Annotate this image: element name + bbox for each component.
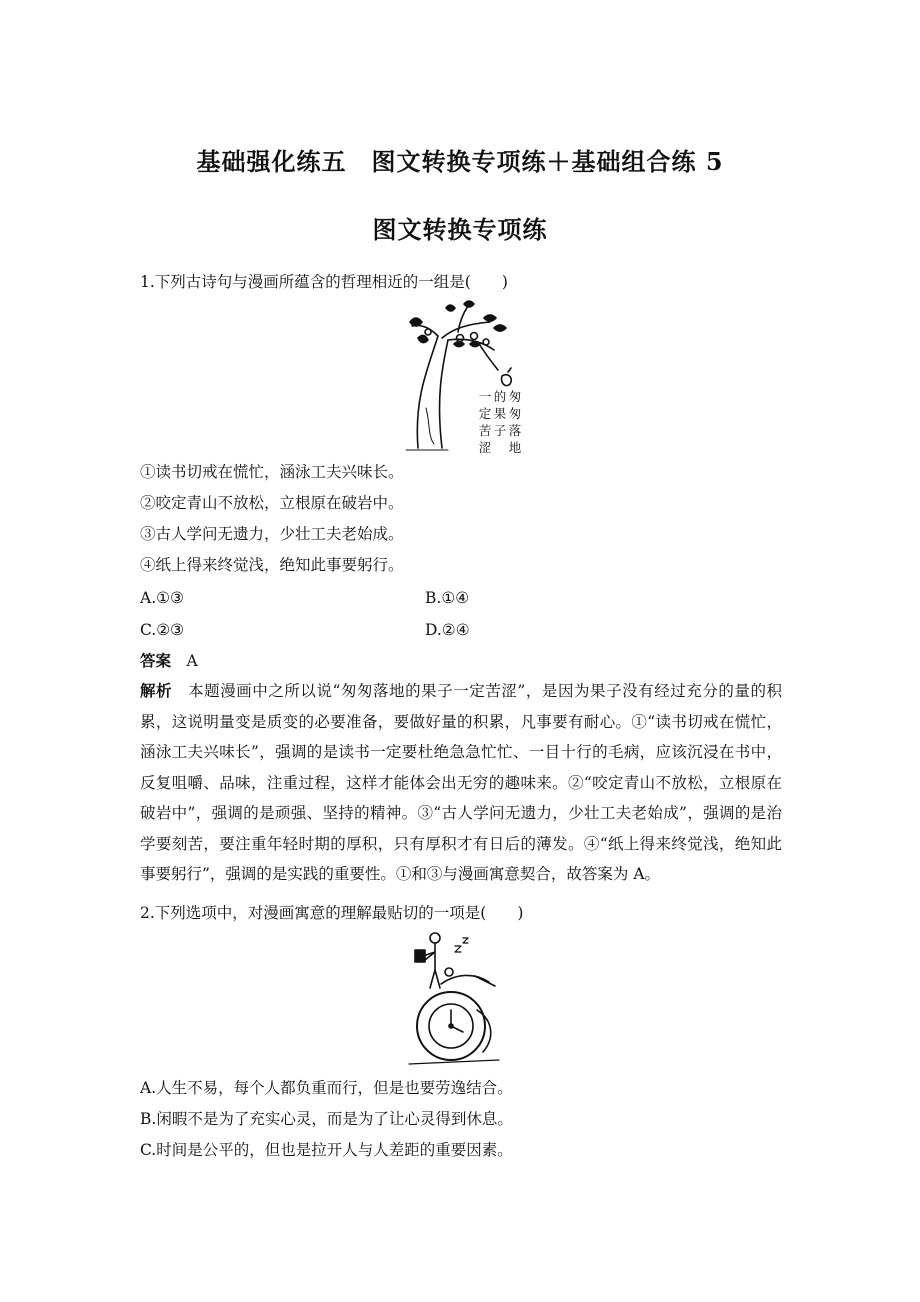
q2-option-c: C.时间是公平的，但也是拉开人与人差距的重要因素。 (140, 1141, 513, 1159)
q1-item-4: ④纸上得来终觉浅，绝知此事要躬行。 (140, 556, 404, 574)
caption-column-2: 的果子 (493, 389, 507, 438)
answer-value: A (186, 652, 198, 670)
question-1-stem: 1.下列古诗句与漫画所蕴含的哲理相近的一组是( ) (140, 273, 508, 291)
section-title: 图文转换专项练 (372, 215, 548, 244)
q1-item-3: ③古人学问无遗力，少壮工夫老始成。 (140, 525, 404, 543)
caption-column-1: 匆匆落地 (508, 389, 522, 455)
caption-column-3: 一定苦涩 (478, 389, 492, 455)
q1-option-b: B.①④ (425, 589, 470, 607)
q1-item-1: ①读书切戒在慌忙，涵泳工夫兴味长。 (140, 463, 404, 481)
question-2-stem: 2.下列选项中，对漫画寓意的理解最贴切的一项是( ) (140, 904, 524, 922)
page-title: 基础强化练五 图文转换专项练＋基础组合练 5 (196, 147, 724, 176)
clock-cartoon-illustration (405, 928, 505, 1070)
q2-option-b: B.闲暇不是为了充实心灵，而是为了让心灵得到休息。 (140, 1110, 513, 1128)
q1-analysis (140, 676, 782, 890)
answer-label: 答案 (140, 651, 172, 670)
q1-item-2: ②咬定青山不放松，立根原在破岩中。 (140, 494, 404, 512)
analysis-label: 解析 (140, 681, 173, 700)
q1-option-c: C.②③ (140, 621, 185, 639)
q2-option-a: A.人生不易，每个人都负重而行，但是也要劳逸结合。 (140, 1079, 513, 1097)
q1-option-a: A.①③ (140, 589, 184, 607)
q1-answer-row (140, 651, 198, 671)
analysis-text: 本题漫画中之所以说“匆匆落地的果子一定苦涩”，是因为果子没有经过充分的量的积累，这说明量变是质变的必要准备，要做好量的积累，凡事要有耐心。①“读书切戒在慌忙，涵泳工夫兴味长”，强调的是读书一定要杜绝急急忙忙、一目十行的毛病，应该沉浸在书中，反复咀嚼、品味，注重过程，这样才能体会出无穷的趣味来。②“咬定青山不放松，立根原在破岩中”，强调的是顽强、坚持的精神。③“古人学问无遗力，少壮工夫老始成”，强调的是治学要刻苦，要注重年轻时期的厚积，只有厚积才有日后的薄发。④“纸上得来终觉浅，绝知此事要躬行”，强调的是实践的重要性。①和③与漫画寓意契合，故答案为 A。 (140, 682, 782, 883)
q1-option-d: D.②④ (425, 621, 470, 639)
